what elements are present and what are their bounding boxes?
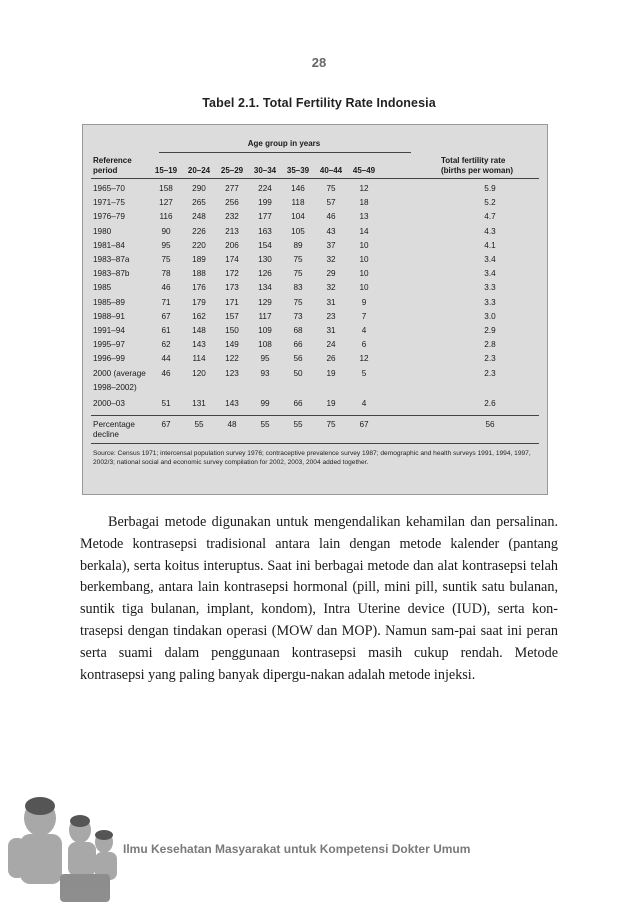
rate-cell: 13 [359,212,369,222]
rate-cell: 7 [361,311,367,321]
rate-cell: 66 [293,340,303,350]
rate-cell: 105 [291,226,305,236]
rate-cell: 50 [293,368,303,378]
tfr-cell: 4.7 [484,212,496,222]
reference-header-line-2: period [93,166,118,175]
rate-cell: 158 [159,184,173,193]
rate-cell: 10 [359,269,369,279]
rate-cell: 117 [258,311,272,321]
age-group-rule [159,152,411,153]
rate-cell: 12 [359,184,369,193]
rate-cell: 265 [192,198,206,208]
rate-cell: 189 [192,255,206,264]
rate-cell: 114 [192,354,206,364]
decline-cell: 55 [293,420,303,429]
rate-cell: 99 [260,398,270,408]
rate-cell: 173 [225,283,239,293]
book-title-footer: Ilmu Kesehatan Masyarakat untuk Kompetensi Dokter Umum [123,842,471,856]
rate-cell: 23 [326,311,336,321]
rate-cell: 75 [293,297,303,307]
rate-cell: 4 [361,326,367,335]
rate-cell: 149 [225,340,239,350]
rate-cell: 120 [192,368,206,378]
rate-cell: 95 [161,240,171,250]
decline-label-line-2: decline [93,430,119,439]
rate-cell: 206 [225,240,239,250]
rate-cell: 134 [258,283,272,293]
age-column-header: 15–19 [154,166,178,175]
rate-cell: 62 [161,340,171,350]
rate-cell: 129 [258,297,272,307]
tfr-cell: 2.6 [484,398,496,408]
age-column-header: 45–49 [352,166,376,175]
rate-cell: 18 [359,198,369,208]
period-cell: 1971–75 [93,198,125,208]
tfr-cell: 3.4 [484,269,496,279]
decline-label [93,420,135,440]
reference-period-header [93,156,132,176]
tfr-header [441,156,513,176]
period-cell: 1988–91 [93,311,125,321]
decline-tfr-cell: 56 [485,420,495,429]
age-column-header: 25–29 [220,166,244,175]
rate-cell: 131 [192,398,206,408]
rate-cell: 12 [359,354,369,364]
rate-cell: 163 [258,226,272,236]
rate-cell: 44 [161,354,171,364]
rate-cell: 177 [258,212,272,222]
rate-cell: 118 [291,198,305,208]
rate-cell: 248 [192,212,206,222]
rate-cell: 75 [326,184,336,193]
period-cell: 1983–87a [93,255,130,264]
tfr-cell: 3.3 [484,283,496,293]
tfr-cell: 3.0 [484,311,496,321]
tfr-cell: 4.3 [484,226,496,236]
rate-cell: 32 [326,283,336,293]
age-group-title: Age group in years [247,139,321,148]
rate-cell: 46 [161,283,171,293]
rate-cell: 109 [258,326,272,335]
tfr-cell: 3.4 [484,255,496,264]
rate-cell: 226 [192,226,206,236]
rate-cell: 10 [359,283,369,293]
rate-cell: 75 [293,255,303,264]
rate-cell: 89 [293,240,303,250]
rate-cell: 146 [291,184,305,193]
rate-cell: 95 [260,354,270,364]
rate-cell: 123 [225,368,239,378]
age-column-header: 20–24 [187,166,211,175]
tfr-header-line-1: Total fertility rate [441,156,506,165]
rate-cell: 104 [291,212,305,222]
rate-cell: 188 [192,269,206,279]
rate-cell: 213 [225,226,239,236]
rate-cell: 126 [258,269,272,279]
decline-cell: 55 [194,420,204,429]
period-cell: 2000 (average [93,368,146,378]
tfr-cell: 2.3 [484,354,496,364]
reference-header-line-1: Reference [93,156,132,165]
rate-cell: 67 [161,311,171,321]
tfr-cell: 2.9 [484,326,496,335]
rate-cell: 75 [293,269,303,279]
rate-cell: 32 [326,255,336,264]
tfr-cell: 5.2 [484,198,496,208]
rate-cell: 116 [159,212,173,222]
decline-cell: 55 [260,420,270,429]
decline-cell: 75 [326,420,336,429]
rate-cell: 26 [326,354,336,364]
rate-cell: 43 [326,226,336,236]
rate-cell: 122 [225,354,239,364]
rate-cell: 162 [192,311,206,321]
decline-label-line-1: Percentage [93,420,135,429]
period-cell: 1995–97 [93,340,125,350]
period-cell: 1985–89 [93,297,125,307]
rate-cell: 57 [326,198,336,208]
period-cell: 1991–94 [93,326,125,335]
rate-cell: 24 [326,340,336,350]
rate-cell: 130 [258,255,272,264]
rate-cell: 224 [258,184,272,193]
period-cell: 1981–84 [93,240,125,250]
decline-cell: 67 [359,420,369,429]
rate-cell: 220 [192,240,206,250]
tfr-cell: 3.3 [484,297,496,307]
period-cell: 1996–99 [93,354,125,364]
table-caption: Tabel 2.1. Total Fertility Rate Indonesia [202,96,436,110]
rate-cell: 73 [293,311,303,321]
rate-cell: 4 [361,398,367,408]
rate-cell: 232 [225,212,239,222]
rate-cell: 150 [225,326,239,335]
rate-cell: 75 [161,255,171,264]
period-cell: 1983–87b [93,269,130,279]
period-cell: 1976–79 [93,212,125,222]
rate-cell: 10 [359,240,369,250]
rate-cell: 61 [161,326,171,335]
rate-cell: 176 [192,283,206,293]
tfr-header-line-2: (births per woman) [441,166,514,175]
rate-cell: 179 [192,297,206,307]
header-rule [91,178,539,179]
rate-cell: 93 [260,368,270,378]
rate-cell: 19 [326,398,336,408]
rate-cell: 256 [225,198,239,208]
period-cell: 2000–03 [93,398,125,408]
rate-cell: 66 [293,398,303,408]
rate-cell: 46 [326,212,336,222]
decline-rule-top [91,415,539,416]
rate-cell: 78 [161,269,171,279]
rate-cell: 46 [161,368,171,378]
rate-cell: 51 [161,398,171,408]
age-column-header: 30–34 [253,166,277,175]
rate-cell: 71 [161,297,171,307]
rate-cell: 90 [161,226,171,236]
source-rule [91,443,539,444]
rate-cell: 148 [192,326,206,335]
rate-cell: 277 [225,184,239,193]
rate-cell: 31 [326,297,336,307]
rate-cell: 174 [225,255,239,264]
rate-cell: 172 [225,269,239,279]
table-source-note: Source: Census 1971; intercensal population survey 1976; contraceptive prevalence survey 1987; demographic and health surveys 1991, 1994, 1997, 2002/3; national social and economic survey compilation for 2002, 2003, 2004 added together. [93,450,531,466]
rate-cell: 31 [326,326,336,335]
rate-cell: 199 [258,198,272,208]
period-cell: 1965–70 [93,184,125,193]
fertility-table [82,124,548,495]
rate-cell: 68 [293,326,303,335]
rate-cell: 5 [361,368,367,378]
rate-cell: 143 [192,340,206,350]
children-washing-hands-icon [0,778,130,902]
rate-cell: 143 [225,398,239,408]
rate-cell: 56 [293,354,303,364]
rate-cell: 108 [258,340,272,350]
body-paragraph-text: Berbagai metode digunakan untuk mengendalikan kehamilan dan persalinan. Metode kontrasepsi tradisional antara lain dengan metode kalender (pantang berkala), serta koitus interuptus. Saat ini berbagai metode dan alat kontrasepsi telah berkembang, antara lain kontrasepsi hormonal (pill, mini pill, suntik satu bulanan, suntik tiga bulanan, implant, kondom), Intra Uterine device (IUD), serta kon-trasepsi dengan tindakan operasi (MOW dan MOP). Namun sam-pai saat ini peran serta suami dalam penggunaan kontrasepsi masih cukup rendah. Metode kontrasepsi yang paling banyak dipergu-nakan adalah metode injeksi. [80,514,558,683]
tfr-cell: 2.3 [484,368,496,378]
rate-cell: 9 [361,297,367,307]
rate-cell: 83 [293,283,303,293]
rate-cell: 171 [225,297,239,307]
decline-cell: 48 [227,420,237,429]
rate-cell: 157 [225,311,239,321]
period-cell: 1998–2002) [93,382,137,392]
rate-cell: 19 [326,368,336,378]
rate-cell: 10 [359,255,369,264]
rate-cell: 14 [359,226,369,236]
age-column-header: 35–39 [286,166,310,175]
body-paragraph [80,512,558,686]
tfr-cell: 5.9 [484,184,496,193]
page-number: 28 [311,55,327,70]
rate-cell: 290 [192,184,206,193]
age-column-header: 40–44 [319,166,343,175]
rate-cell: 6 [361,340,367,350]
rate-cell: 127 [159,198,173,208]
decline-cell: 67 [161,420,171,429]
rate-cell: 37 [326,240,336,250]
tfr-cell: 2.8 [484,340,496,350]
period-cell: 1985 [93,283,112,293]
tfr-cell: 4.1 [484,240,496,250]
rate-cell: 154 [258,240,272,250]
rate-cell: 29 [326,269,336,279]
period-cell: 1980 [93,226,112,236]
